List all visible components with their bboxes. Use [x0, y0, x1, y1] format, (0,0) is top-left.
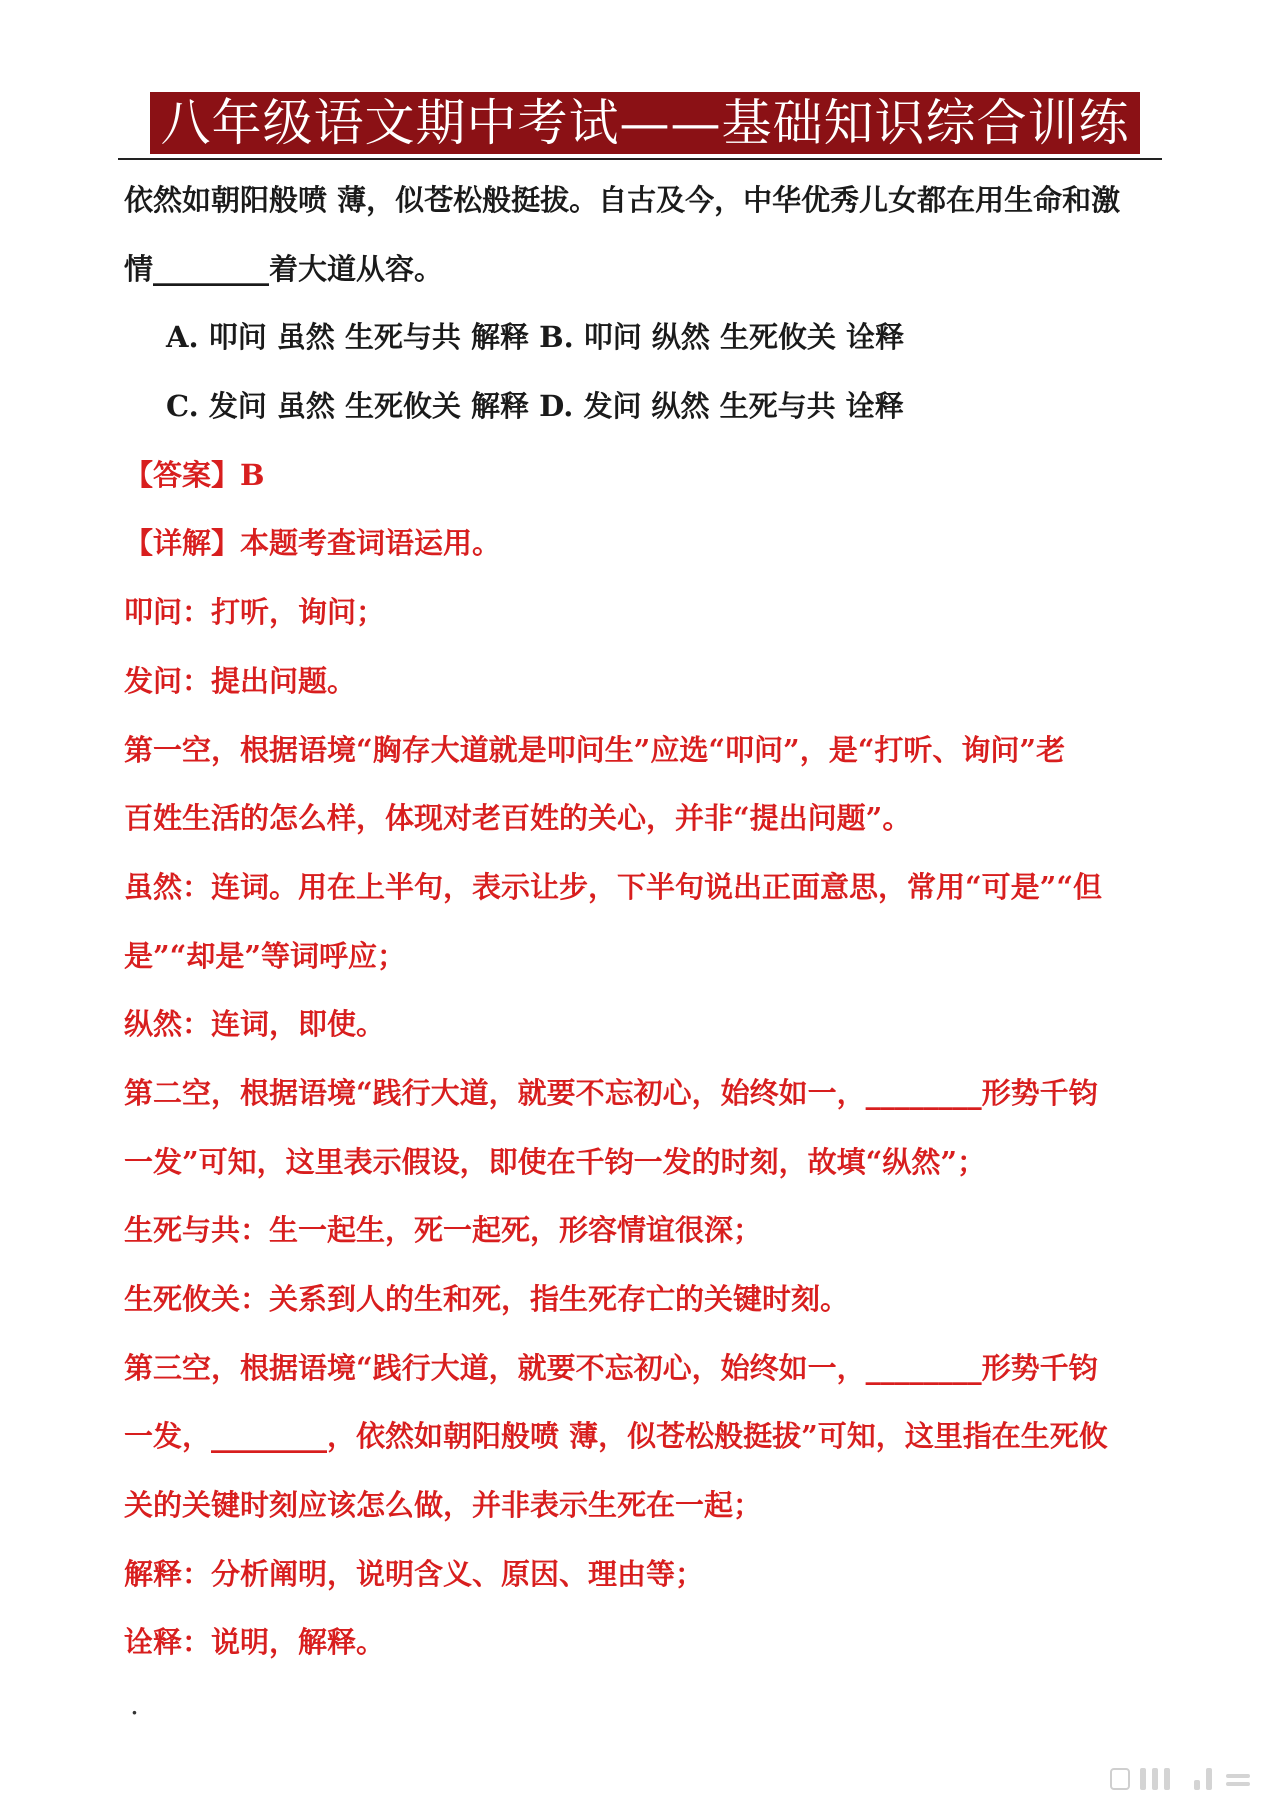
watermark-box-icon [1110, 1768, 1130, 1790]
explanation-line: 关的关键时刻应该怎么做，并非表示生死在一起； [124, 1488, 763, 1523]
explanation-line: 第二空，根据语境“践行大道，就要不忘初心，始终如一，________形势千钧 [124, 1075, 1098, 1110]
watermark-bar-icon [1140, 1768, 1146, 1790]
option-line-ab: A. 叩问 虽然 生死与共 解释 B. 叩问 纵然 生死攸关 诠释 [166, 320, 905, 355]
explanation-line: 生死攸关：关系到人的生和死，指生死存亡的关键时刻。 [124, 1282, 850, 1316]
watermark-bar-icon [1164, 1768, 1170, 1790]
watermark-logo-icon [1110, 1766, 1260, 1792]
explanation-line: 虽然：连词。用在上半句，表示让步，下半句说出正面意思，常用“可是”“但 [124, 869, 1103, 904]
explanation-line: 生死与共：生一起生，死一起死，形容情谊很深； [124, 1213, 763, 1248]
watermark-bar-icon [1194, 1780, 1200, 1790]
explanation-line: 纵然：连词，即使。 [124, 1007, 386, 1042]
watermark-bar-icon [1206, 1768, 1212, 1790]
document-body [124, 166, 1168, 1677]
explanation-line: 第一空，根据语境“胸存大道就是叩问生”应选“叩问”，是“打听、询问”老 [124, 732, 1066, 767]
explanation-line: 百姓生活的怎么样，体现对老百姓的关心，并非“提出问题”。 [124, 801, 912, 836]
watermark-bar-icon [1152, 1768, 1158, 1790]
question-line-2: 情________着大道从容。 [124, 251, 444, 286]
explanation-line: 是”“却是”等词呼应； [124, 938, 407, 973]
explanation-line: 第三空，根据语境“践行大道，就要不忘初心，始终如一，________形势千钧 [124, 1350, 1098, 1385]
title-underline [118, 158, 1162, 160]
answer-line: 【答案】B [124, 457, 265, 492]
page-title: 八年级语文期中考试——基础知识综合训练 [150, 92, 1140, 154]
explanation-line: 一发，________，依然如朝阳般喷 薄，似苍松般挺拔”可知，这里指在生死攸 [124, 1419, 1108, 1454]
watermark-bar-icon [1226, 1774, 1250, 1778]
watermark-bar-icon [1226, 1782, 1250, 1786]
question-line-1: 依然如朝阳般喷 薄，似苍松般挺拔。自古及今，中华优秀儿女都在用生命和激 [124, 183, 1121, 217]
explanation-line: 解释：分析阐明，说明含义、原因、理由等； [124, 1556, 705, 1591]
explanation-line: 叩问：打听，询问； [124, 595, 386, 630]
option-line-cd: C. 发问 虽然 生死攸关 解释 D. 发问 纵然 生死与共 诠释 [166, 389, 904, 424]
explanation-heading: 【详解】本题考查词语运用。 [124, 526, 502, 561]
trailing-dot: . [130, 1688, 139, 1721]
explanation-line: 发问：提出问题。 [124, 663, 357, 698]
explanation-line: 诠释：说明，解释。 [124, 1625, 386, 1660]
explanation-line: 一发”可知，这里表示假设，即使在千钧一发的时刻，故填“纵然”； [124, 1144, 987, 1179]
header [118, 92, 1162, 160]
